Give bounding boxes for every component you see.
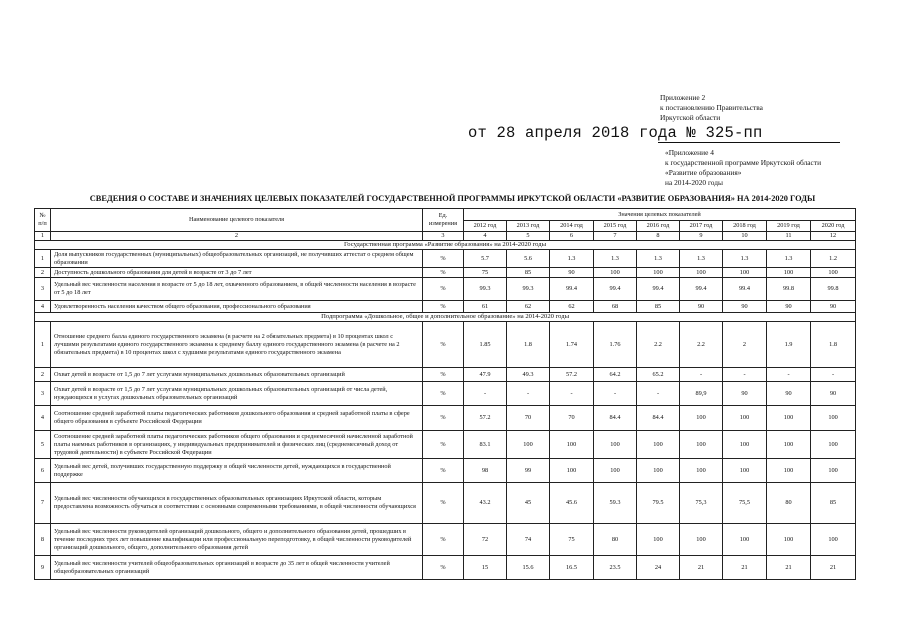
value-cell: 100 — [680, 406, 723, 431]
indicator-name: Удельный вес численности населения в возрасте от 5 до 18 лет, охваченного образованием, в общей численности населения в возрасте от 5 до 18 лет — [51, 278, 423, 301]
value-cell: 99.4 — [594, 278, 637, 301]
value-cell: 23.5 — [594, 556, 637, 580]
unit-cell: % — [423, 483, 464, 524]
column-number: 2 — [51, 232, 423, 241]
value-cell: 61 — [464, 301, 507, 313]
table-row — [35, 556, 856, 580]
order-date-number: от 28 апреля 2018 года № 325-пп — [468, 124, 763, 142]
value-cell: 59.3 — [594, 483, 637, 524]
indicator-name: Охват детей в возрасте от 1,5 до 7 лет услугами муниципальных дошкольных образовательных организаций от числа детей, нуждающихся в услугах дошкольных образовательных организаций — [51, 382, 423, 406]
value-cell: 74 — [507, 524, 550, 556]
value-cell: 99.4 — [550, 278, 594, 301]
value-cell: 90 — [723, 382, 767, 406]
section-header-row — [35, 241, 856, 250]
value-cell: 100 — [811, 431, 856, 459]
year-header: 2014 год — [550, 221, 594, 232]
indicator-name: Доступность дошкольного образования для детей в возрасте от 3 до 7 лет — [51, 268, 423, 278]
table-row — [35, 431, 856, 459]
col-header-unit: Ед. измерения — [423, 209, 464, 232]
unit-cell: % — [423, 301, 464, 313]
value-cell: 1.9 — [767, 322, 811, 368]
unit-cell: % — [423, 431, 464, 459]
value-cell: 2.2 — [680, 322, 723, 368]
value-cell: 57.2 — [550, 368, 594, 382]
value-cell: 99.8 — [811, 278, 856, 301]
value-cell: 45 — [507, 483, 550, 524]
value-cell: - — [767, 368, 811, 382]
column-number: 8 — [637, 232, 680, 241]
section-title: Подпрограмма «Дошкольное, общее и дополнительное образование» на 2014-2020 годы — [35, 313, 856, 322]
value-cell: - — [811, 368, 856, 382]
value-cell: 62 — [507, 301, 550, 313]
value-cell: 5.6 — [507, 250, 550, 268]
unit-cell: % — [423, 459, 464, 483]
year-header: 2013 год — [507, 221, 550, 232]
value-cell: 49.3 — [507, 368, 550, 382]
table-row — [35, 368, 856, 382]
column-number: 12 — [811, 232, 856, 241]
value-cell: 21 — [767, 556, 811, 580]
unit-cell: % — [423, 524, 464, 556]
value-cell: 99.8 — [767, 278, 811, 301]
value-cell: 100 — [550, 459, 594, 483]
indicator-name: Отношение среднего балла единого государственного экзамена (в расчете на 2 обязательных предмета) в 10 процентах школ с лучшими результатами единого государственного экзамена к среднему баллу единого государственного экзамена (в расчете на 2 обязательных предмета) в 10 процентах школ с худшими результатами единого государственного экзамена — [51, 322, 423, 368]
value-cell: 100 — [594, 431, 637, 459]
value-cell: 89,9 — [680, 382, 723, 406]
value-cell: 79.5 — [637, 483, 680, 524]
value-cell: 100 — [723, 459, 767, 483]
value-cell: 100 — [723, 268, 767, 278]
appendix-4-line: на 2014-2020 годы — [665, 178, 724, 187]
order-underline — [658, 142, 840, 143]
value-cell: 1.85 — [464, 322, 507, 368]
appendix-2-header — [660, 93, 890, 123]
value-cell: 99.4 — [637, 278, 680, 301]
value-cell: 100 — [723, 406, 767, 431]
value-cell: 75,5 — [723, 483, 767, 524]
value-cell: - — [723, 368, 767, 382]
value-cell: 100 — [680, 431, 723, 459]
section-title: Государственная программа «Развитие образования» на 2014-2020 годы — [35, 241, 856, 250]
value-cell: 1.2 — [811, 250, 856, 268]
appendix-4-line: к государственной программе Иркутской области — [665, 158, 822, 167]
table-row — [35, 524, 856, 556]
table-row — [35, 382, 856, 406]
value-cell: 85 — [507, 268, 550, 278]
value-cell: 100 — [594, 459, 637, 483]
value-cell: 83.1 — [464, 431, 507, 459]
value-cell: 100 — [594, 268, 637, 278]
value-cell: 15.6 — [507, 556, 550, 580]
value-cell: 99.4 — [680, 278, 723, 301]
value-cell: 99.3 — [507, 278, 550, 301]
value-cell: 100 — [767, 459, 811, 483]
year-header: 2017 год — [680, 221, 723, 232]
indicators-table — [34, 208, 856, 580]
value-cell: 1.3 — [723, 250, 767, 268]
value-cell: - — [637, 382, 680, 406]
table-row — [35, 483, 856, 524]
value-cell: 100 — [767, 406, 811, 431]
row-number: 1 — [35, 250, 51, 268]
value-cell: 1.3 — [767, 250, 811, 268]
value-cell: 100 — [680, 268, 723, 278]
value-cell: 15 — [464, 556, 507, 580]
table-row — [35, 459, 856, 483]
indicator-name: Удельный вес детей, получивших государственную поддержку в общей численности детей, нуждающихся в государственной поддержке — [51, 459, 423, 483]
row-number: 4 — [35, 301, 51, 313]
value-cell: 100 — [811, 406, 856, 431]
unit-cell: % — [423, 406, 464, 431]
value-cell: 100 — [680, 459, 723, 483]
row-number: 8 — [35, 524, 51, 556]
row-number: 1 — [35, 322, 51, 368]
value-cell: 43.2 — [464, 483, 507, 524]
value-cell: 100 — [637, 268, 680, 278]
value-cell: 21 — [680, 556, 723, 580]
appendix-4-line: «Развитие образования» — [665, 168, 742, 177]
value-cell: 100 — [811, 459, 856, 483]
value-cell: 68 — [594, 301, 637, 313]
value-cell: 47.9 — [464, 368, 507, 382]
row-number: 4 — [35, 406, 51, 431]
row-number: 9 — [35, 556, 51, 580]
appendix-2-line: Иркутской области — [660, 113, 721, 122]
col-header-number: № п/п — [35, 209, 51, 232]
value-cell: 100 — [637, 459, 680, 483]
appendix-4-line: «Приложение 4 — [665, 148, 714, 157]
value-cell: 84.4 — [594, 406, 637, 431]
column-number: 10 — [723, 232, 767, 241]
year-header: 2019 год — [767, 221, 811, 232]
value-cell: 100 — [680, 524, 723, 556]
table-row — [35, 322, 856, 368]
indicator-name: Охват детей в возрасте от 1,5 до 7 лет услугами муниципальных дошкольных образовательных организаций — [51, 368, 423, 382]
value-cell: 90 — [723, 301, 767, 313]
table-row — [35, 301, 856, 313]
value-cell: 100 — [723, 524, 767, 556]
value-cell: 21 — [723, 556, 767, 580]
unit-cell: % — [423, 322, 464, 368]
value-cell: 1.8 — [507, 322, 550, 368]
value-cell: 75 — [550, 524, 594, 556]
value-cell: 80 — [594, 524, 637, 556]
table-row — [35, 406, 856, 431]
value-cell: 1.76 — [594, 322, 637, 368]
indicator-name: Удельный вес численности учителей общеобразовательных организаций в возрасте до 35 лет в общей численности учителей общеобразовательных организаций — [51, 556, 423, 580]
col-header-values: Значения целевых показателей — [464, 209, 856, 221]
column-number: 3 — [423, 232, 464, 241]
row-number: 6 — [35, 459, 51, 483]
value-cell: 24 — [637, 556, 680, 580]
value-cell: - — [507, 382, 550, 406]
value-cell: 72 — [464, 524, 507, 556]
col-header-name: Наименование целевого показателя — [51, 209, 423, 232]
value-cell: 100 — [811, 268, 856, 278]
indicator-name: Соотношение средней заработной платы педагогических работников дошкольного образования и средней заработной платы в сфере общего образования в субъекте Российской Федерации — [51, 406, 423, 431]
value-cell: 65.2 — [637, 368, 680, 382]
value-cell: 1.3 — [594, 250, 637, 268]
appendix-4-header — [665, 148, 900, 188]
value-cell: 57.2 — [464, 406, 507, 431]
indicator-name: Удельный вес численности руководителей организаций дошкольного, общего и дополнительного образования детей, прошедших в течение последних трех лет повышение квалификации или профессиональную переподготовку, в общей численности руководителей организаций дошкольного, общего, дополнительного образования детей — [51, 524, 423, 556]
value-cell: 85 — [811, 483, 856, 524]
value-cell: 80 — [767, 483, 811, 524]
value-cell: 62 — [550, 301, 594, 313]
value-cell: 1.8 — [811, 322, 856, 368]
value-cell: - — [550, 382, 594, 406]
year-header: 2012 год — [464, 221, 507, 232]
value-cell: 1.3 — [680, 250, 723, 268]
value-cell: 99.3 — [464, 278, 507, 301]
table-row — [35, 250, 856, 268]
column-number: 9 — [680, 232, 723, 241]
column-number: 6 — [550, 232, 594, 241]
value-cell: 100 — [550, 431, 594, 459]
year-header: 2016 год — [637, 221, 680, 232]
section-header-row — [35, 313, 856, 322]
column-number: 4 — [464, 232, 507, 241]
value-cell: 64.2 — [594, 368, 637, 382]
row-number: 3 — [35, 382, 51, 406]
unit-cell: % — [423, 368, 464, 382]
value-cell: - — [594, 382, 637, 406]
value-cell: 90 — [811, 301, 856, 313]
value-cell: 100 — [767, 431, 811, 459]
value-cell: 100 — [637, 431, 680, 459]
table-row — [35, 278, 856, 301]
value-cell: 21 — [811, 556, 856, 580]
value-cell: - — [680, 368, 723, 382]
value-cell: 90 — [680, 301, 723, 313]
appendix-2-line: к постановлению Правительства — [660, 103, 763, 112]
unit-cell: % — [423, 556, 464, 580]
column-number: 1 — [35, 232, 51, 241]
indicator-name: Удовлетворенность населения качеством общего образования, профессионального образования — [51, 301, 423, 313]
indicator-name: Соотношение средней заработной платы педагогических работников общего образования и среднемесячной начисленной заработной платы наемных работников в организациях, у индивидуальных предпринимателей и физических лиц (среднемесячный доход от трудовой деятельности) в субъекте Российской Федерации — [51, 431, 423, 459]
row-number: 5 — [35, 431, 51, 459]
value-cell: 70 — [550, 406, 594, 431]
value-cell: 75 — [464, 268, 507, 278]
value-cell: 100 — [723, 431, 767, 459]
column-number: 7 — [594, 232, 637, 241]
column-number: 11 — [767, 232, 811, 241]
value-cell: 1.3 — [550, 250, 594, 268]
appendix-2-line: Приложение 2 — [660, 93, 706, 102]
value-cell: 16.5 — [550, 556, 594, 580]
row-number: 7 — [35, 483, 51, 524]
value-cell: 100 — [811, 524, 856, 556]
value-cell: - — [464, 382, 507, 406]
value-cell: 90 — [550, 268, 594, 278]
value-cell: 45.6 — [550, 483, 594, 524]
value-cell: 98 — [464, 459, 507, 483]
value-cell: 90 — [767, 301, 811, 313]
value-cell: 70 — [507, 406, 550, 431]
indicator-name: Удельный вес численности обучающихся в государственных образовательных организациях Иркутской области, которым предоставлена возможность обучаться в соответствии с основными современными требованиями, в общей численности обучающихся — [51, 483, 423, 524]
unit-cell: % — [423, 278, 464, 301]
value-cell: 84.4 — [637, 406, 680, 431]
unit-cell: % — [423, 250, 464, 268]
row-number: 2 — [35, 268, 51, 278]
value-cell: 85 — [637, 301, 680, 313]
value-cell: 90 — [767, 382, 811, 406]
unit-cell: % — [423, 268, 464, 278]
value-cell: 99 — [507, 459, 550, 483]
row-number: 2 — [35, 368, 51, 382]
value-cell: 2.2 — [637, 322, 680, 368]
row-number: 3 — [35, 278, 51, 301]
value-cell: 99.4 — [723, 278, 767, 301]
value-cell: 1.3 — [637, 250, 680, 268]
year-header: 2018 год — [723, 221, 767, 232]
table-row — [35, 268, 856, 278]
value-cell: 90 — [811, 382, 856, 406]
indicator-name: Доля выпускников государственных (муниципальных) общеобразовательных организаций, не получивших аттестат о среднем общем образовании — [51, 250, 423, 268]
value-cell: 100 — [767, 524, 811, 556]
value-cell: 2 — [723, 322, 767, 368]
value-cell: 75,3 — [680, 483, 723, 524]
value-cell: 100 — [637, 524, 680, 556]
column-number: 5 — [507, 232, 550, 241]
year-header: 2020 год — [811, 221, 856, 232]
value-cell: 1.74 — [550, 322, 594, 368]
value-cell: 100 — [507, 431, 550, 459]
unit-cell: % — [423, 382, 464, 406]
value-cell: 5.7 — [464, 250, 507, 268]
document-title: СВЕДЕНИЯ О СОСТАВЕ И ЗНАЧЕНИЯХ ЦЕЛЕВЫХ ПОКАЗАТЕЛЕЙ ГОСУДАРСТВЕННОЙ ПРОГРАММЫ ИРКУТСКОЙ ОБЛАСТИ «РАЗВИТИЕ ОБРАЗОВАНИЯ» НА 2014-2020 ГОДЫ — [89, 194, 816, 203]
value-cell: 100 — [767, 268, 811, 278]
year-header: 2015 год — [594, 221, 637, 232]
